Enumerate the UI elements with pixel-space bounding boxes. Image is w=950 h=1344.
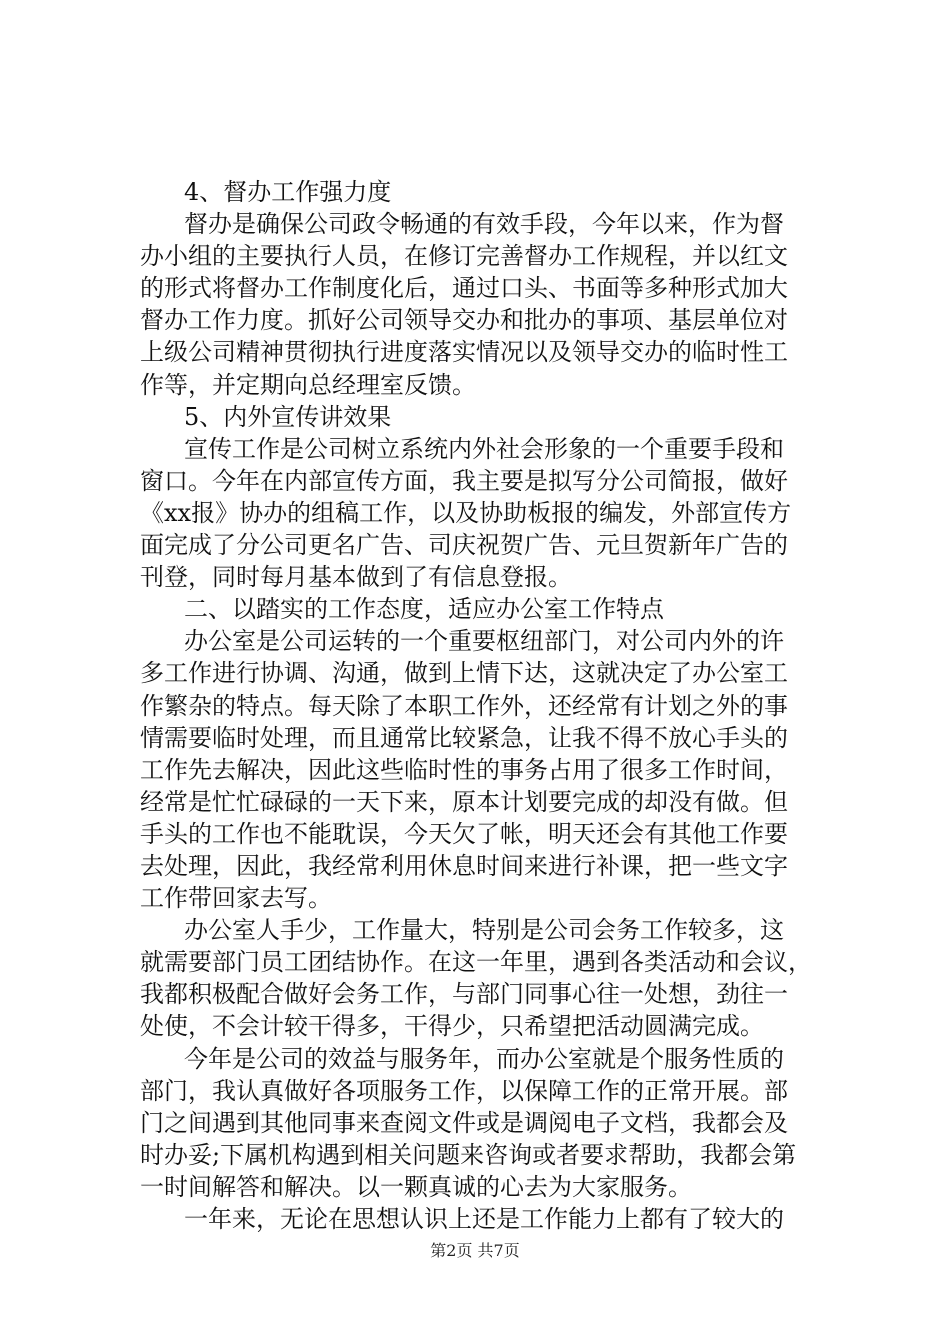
text-line: 督办是确保公司政令畅通的有效手段，今年以来，作为督 <box>184 210 784 239</box>
text-line: 经常是忙忙碌碌的一天下来，原本计划要完成的却没有做。但 <box>140 787 788 816</box>
text-line: 二、以踏实的工作态度，适应办公室工作特点 <box>184 595 664 624</box>
text-line: 窗口。今年在内部宣传方面，我主要是拟写分公司简报，做好 <box>140 466 788 495</box>
document-body <box>140 176 830 1235</box>
text-line: 4、督办工作强力度 <box>184 178 392 206</box>
text-line: 刊登，同时每月基本做到了有信息登报。 <box>140 563 572 592</box>
text-line: 宣传工作是公司树立系统内外社会形象的一个重要手段和 <box>184 434 784 463</box>
text-line: 督办工作力度。抓好公司领导交办和批办的事项、基层单位对 <box>140 306 788 335</box>
text-line: 情需要临时处理，而且通常比较紧急，让我不得不放心手头的 <box>140 723 788 752</box>
text-line: 处使，不会计较干得多，干得少，只希望把活动圆满完成。 <box>140 1012 764 1041</box>
text-line: 就需要部门员工团结协作。在这一年里，遇到各类活动和会议， <box>140 948 812 977</box>
text-line: 去处理，因此，我经常利用休息时间来进行补课，把一些文字 <box>140 851 788 880</box>
text-line: 我都积极配合做好会务工作，与部门同事心往一处想，劲往一 <box>140 980 788 1009</box>
text-line: 上级公司精神贯彻执行进度落实情况以及领导交办的临时性工 <box>140 338 788 367</box>
text-line: 工作带回家去写。 <box>140 884 332 913</box>
text-line: 工作先去解决，因此这些临时性的事务占用了很多工作时间， <box>140 755 788 784</box>
text-line: 5、内外宣传讲效果 <box>184 402 392 431</box>
text-line: 部门，我认真做好各项服务工作，以保障工作的正常开展。部 <box>140 1076 788 1105</box>
text-line: 门之间遇到其他同事来查阅文件或是调阅电子文档，我都会及 <box>140 1108 788 1137</box>
text-line: 一年来，无论在思想认识上还是工作能力上都有了较大的 <box>184 1205 784 1233</box>
text-line: 的形式将督办工作制度化后，通过口头、书面等多种形式加大 <box>140 274 788 303</box>
text-line: 面完成了分公司更名广告、司庆祝贺广告、元旦贺新年广告的 <box>140 531 788 560</box>
text-line: 作繁杂的特点。每天除了本职工作外，还经常有计划之外的事 <box>140 691 788 720</box>
text-line: 办公室人手少，工作量大，特别是公司会务工作较多，这 <box>184 916 784 945</box>
text-line: 《xx报》协办的组稿工作，以及协助板报的编发，外部宣传方 <box>140 498 792 527</box>
text-line: 办小组的主要执行人员，在修订完善督办工作规程，并以红文 <box>140 242 788 271</box>
page-footer: 第2页 共7页 <box>430 1241 520 1260</box>
text-line: 手头的工作也不能耽误，今天欠了帐，明天还会有其他工作要 <box>140 819 788 848</box>
text-line: 一时间解答和解决。以一颗真诚的心去为大家服务。 <box>140 1172 692 1201</box>
text-line: 作等，并定期向总经理室反馈。 <box>140 370 476 399</box>
text-line: 办公室是公司运转的一个重要枢纽部门，对公司内外的许 <box>184 627 784 656</box>
text-line: 时办妥;下属机构遇到相关问题来咨询或者要求帮助，我都会第 <box>140 1140 797 1169</box>
text-line: 多工作进行协调、沟通，做到上情下达，这就决定了办公室工 <box>140 659 788 688</box>
text-line: 今年是公司的效益与服务年，而办公室就是个服务性质的 <box>184 1044 784 1073</box>
